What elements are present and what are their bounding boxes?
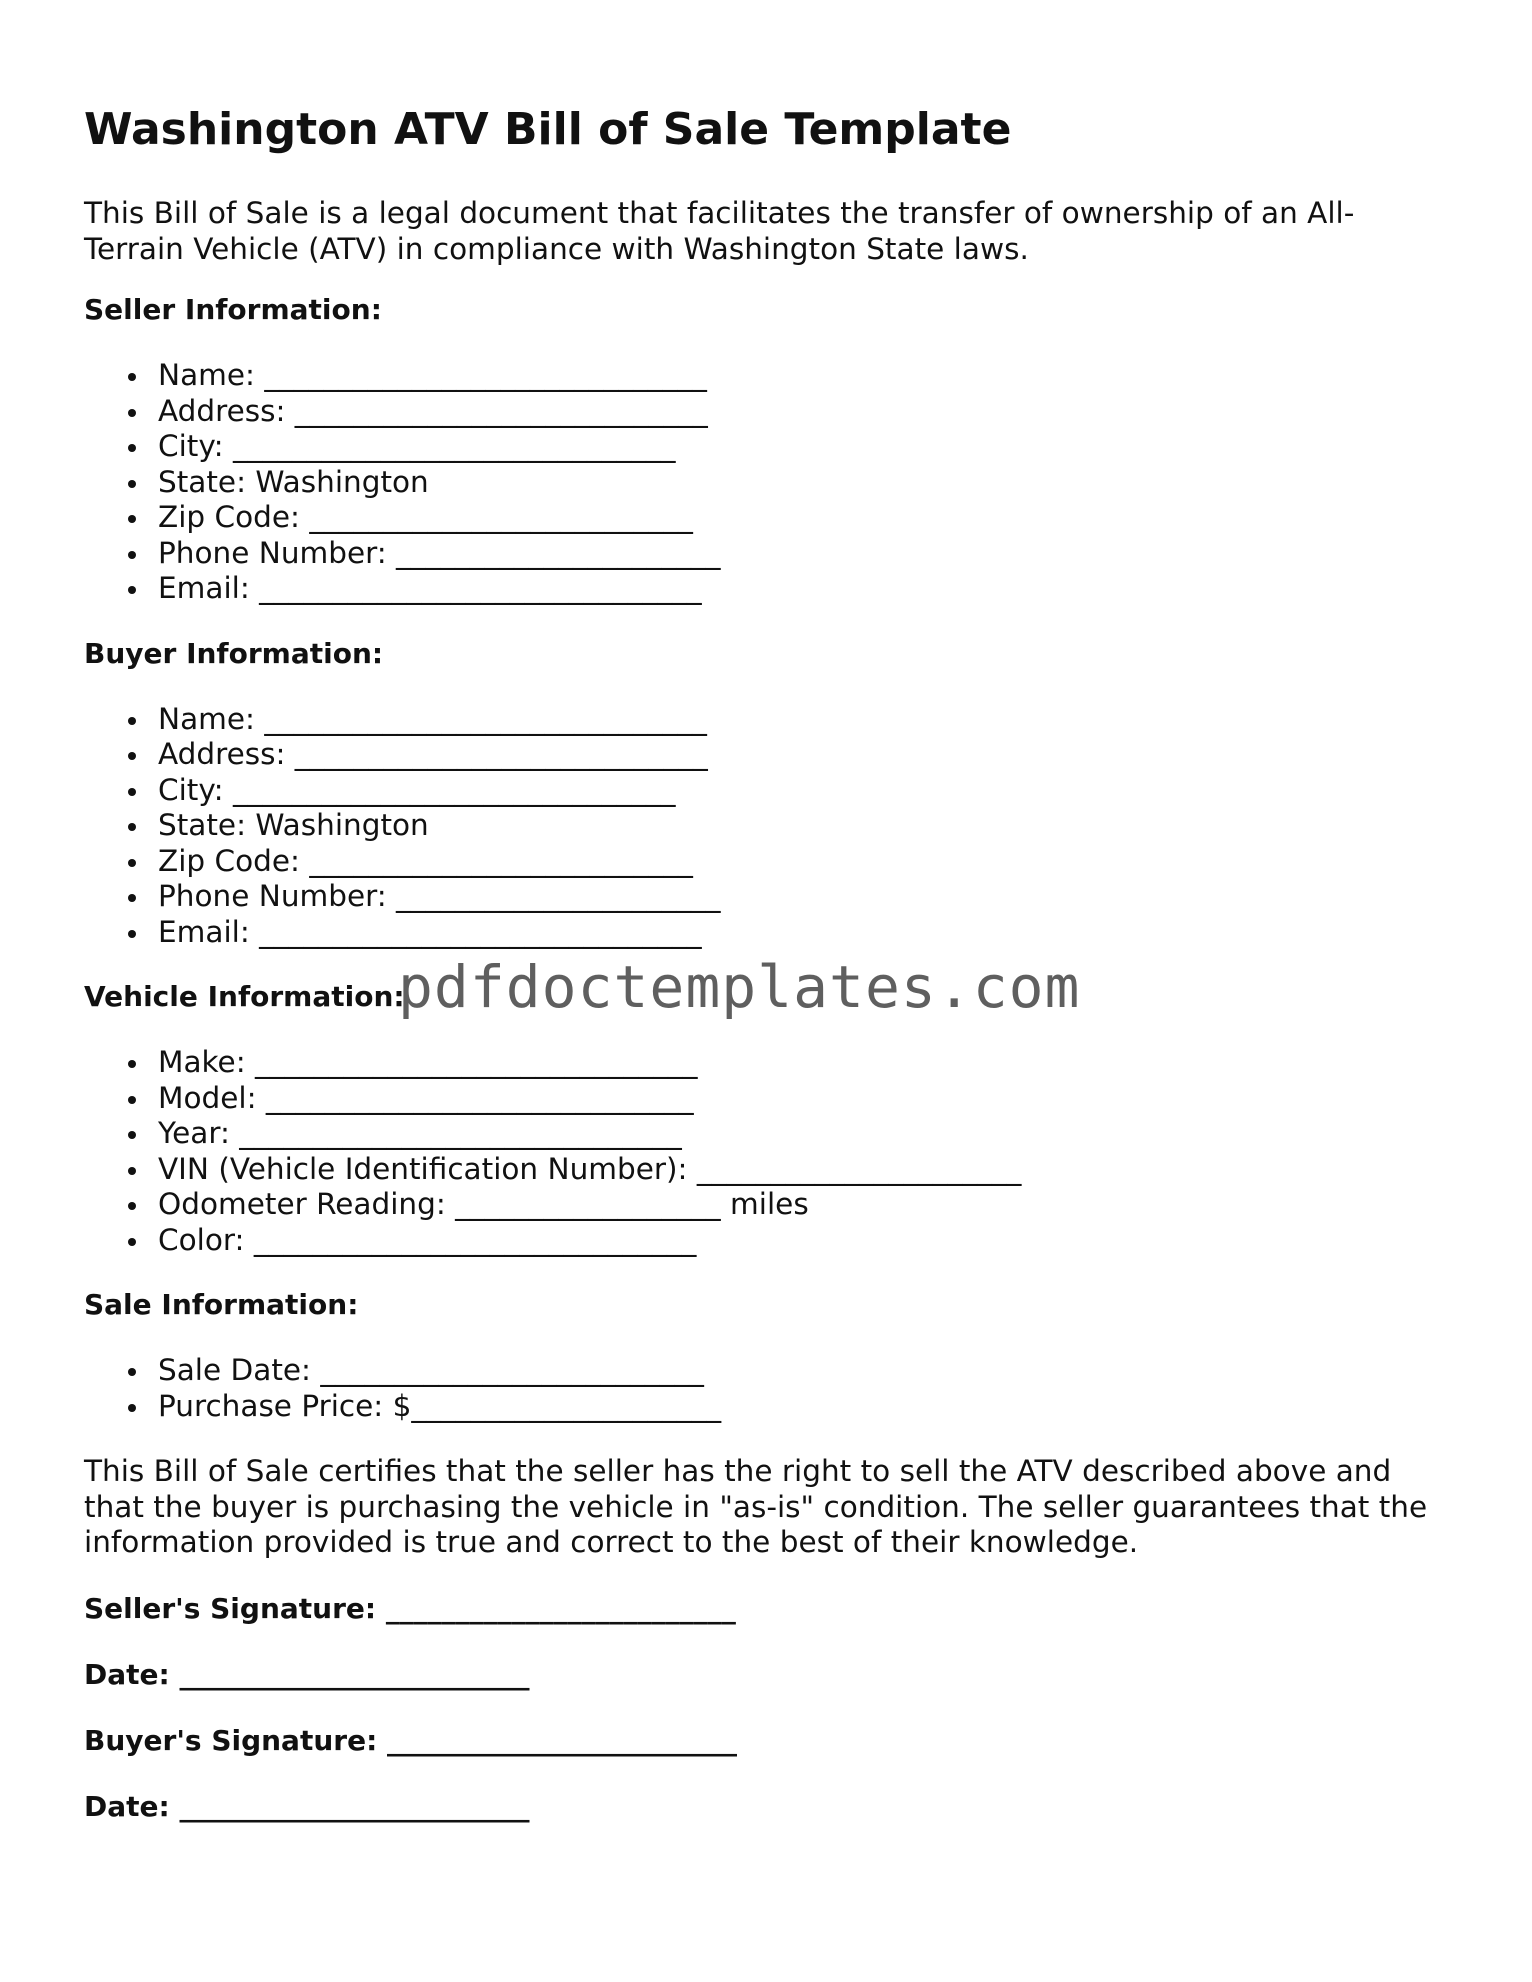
certification-line-3: information provided is true and correct to the best of their knowledge. [84,1525,1139,1559]
sale-date-field: Sale Date: __________________________ [158,1353,1464,1389]
seller-zip-field: Zip Code: __________________________ [158,500,1464,536]
sale-list [84,1353,1464,1424]
seller-phone-field: Phone Number: ______________________ [158,536,1464,572]
vehicle-heading: Vehicle Information: [84,980,405,1013]
seller-email-field: Email: ______________________________ [158,571,1464,607]
seller-signature-line: Seller's Signature: _________________________ [84,1591,736,1625]
buyer-name-field: Name: ______________________________ [158,702,1464,738]
purchase-price-field: Purchase Price: $_____________________ [158,1389,1464,1425]
buyer-list [84,702,1464,951]
sale-heading: Sale Information: [84,1288,359,1321]
seller-state-field: State: Washington [158,465,1464,501]
buyer-zip-field: Zip Code: __________________________ [158,844,1464,880]
buyer-phone-field: Phone Number: ______________________ [158,879,1464,915]
document-title: Washington ATV Bill of Sale Template [84,104,1012,155]
certification-line-2: that the buyer is purchasing the vehicle in "as-is" condition. The seller guarantees that the [84,1489,1428,1524]
vehicle-year-field: Year: ______________________________ [158,1116,1464,1152]
intro-line-2: Terrain Vehicle (ATV) in compliance with Washington State laws. [84,231,1029,266]
vehicle-make-field: Make: ______________________________ [158,1045,1464,1081]
vehicle-color-field: Color: ______________________________ [158,1223,1464,1259]
buyer-state-field: State: Washington [158,808,1464,844]
certification-line-1: This Bill of Sale certifies that the seller has the right to sell the ATV described above and [84,1454,1392,1488]
seller-name-field: Name: ______________________________ [158,358,1464,394]
seller-list [84,358,1464,607]
vehicle-list [84,1045,1464,1258]
seller-date-line: Date: _________________________ [84,1657,530,1691]
buyer-heading: Buyer Information: [84,636,384,670]
vehicle-odometer-field: Odometer Reading: __________________ miles [158,1187,1464,1223]
seller-heading: Seller Information: [84,293,382,326]
buyer-email-field: Email: ______________________________ [158,915,1464,951]
vehicle-model-field: Model: _____________________________ [158,1081,1464,1117]
certification-paragraph [84,1454,1464,1561]
vehicle-vin-field: VIN (Vehicle Identification Number): ______________________ [158,1152,1464,1188]
buyer-signature-line: Buyer's Signature: _________________________ [84,1723,738,1757]
seller-city-field: City: ______________________________ [158,429,1464,465]
buyer-address-field: Address: ____________________________ [158,737,1464,773]
buyer-date-line: Date: _________________________ [84,1789,530,1823]
intro-line-1: This Bill of Sale is a legal document that facilitates the transfer of ownership of an All- [84,196,1355,230]
intro-paragraph [84,196,1464,267]
buyer-city-field: City: ______________________________ [158,773,1464,809]
seller-address-field: Address: ____________________________ [158,394,1464,430]
watermark-text: pdfdoctemplates.com [398,953,1081,1021]
